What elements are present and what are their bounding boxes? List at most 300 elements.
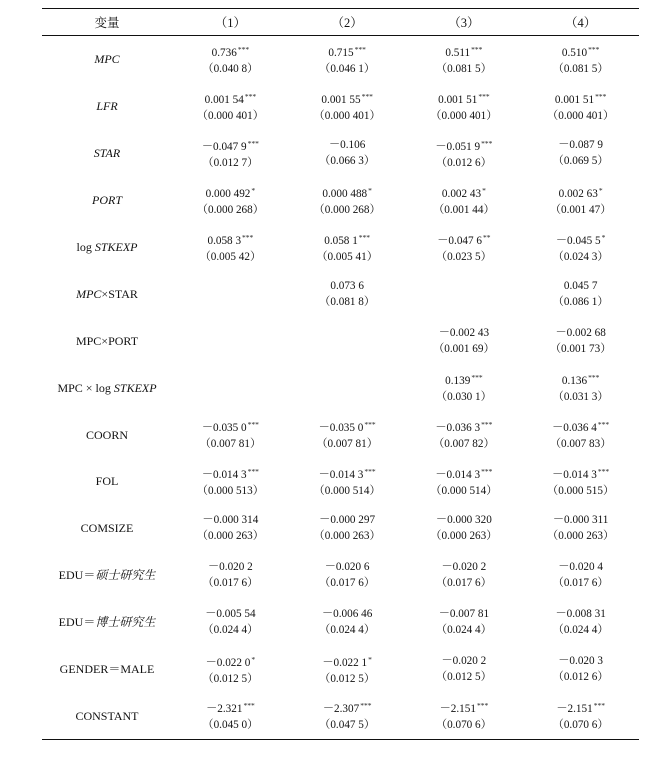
coefficient-cell (522, 36, 639, 83)
coefficient-value: －2.321 (206, 703, 243, 716)
variable-label-part: 硕士研究生 (95, 568, 156, 583)
coefficient-value: －2.151 (556, 703, 593, 716)
significance-stars: *** (364, 466, 376, 476)
variable-label-part: STKEXP (113, 380, 157, 395)
standard-error: （0.040 8） (202, 62, 259, 75)
coefficient-cell (289, 270, 406, 317)
coefficient (289, 42, 406, 61)
coefficient-cell (172, 83, 289, 130)
coefficient-value: 0.058 3 (207, 234, 242, 247)
coefficient-value: 0.136 (561, 375, 588, 388)
coefficient-value: －0.020 2 (207, 561, 253, 574)
coefficient-value: 0.511 (445, 46, 471, 59)
standard-error: （0.000 401） (313, 109, 381, 122)
significance-stars: * (598, 185, 603, 195)
coefficient-cell (522, 646, 639, 693)
table-row (42, 177, 639, 224)
table-row (42, 130, 639, 177)
standard-error: （0.047 5） (319, 719, 376, 732)
significance-stars: *** (247, 420, 259, 430)
significance-stars: *** (471, 44, 483, 54)
standard-error: （0.024 3） (552, 250, 609, 263)
coefficient (289, 698, 406, 717)
coefficient (522, 278, 639, 294)
coefficient (289, 559, 406, 575)
significance-stars: * (251, 654, 256, 664)
standard-error: （0.007 82） (433, 438, 495, 451)
header-model-1: （1） (214, 16, 246, 30)
variable-label-part: CONSTANT (75, 708, 139, 723)
table-header-row (42, 9, 639, 36)
coefficient (172, 464, 289, 483)
standard-error: （0.000 513） (196, 484, 264, 497)
coefficient-cell (172, 458, 289, 505)
standard-error: （0.000 514） (313, 484, 381, 497)
coefficient (522, 183, 639, 202)
coefficient-cell (406, 646, 523, 693)
coefficient-cell (522, 692, 639, 739)
standard-error: （0.000 401） (196, 109, 264, 122)
standard-error: （0.031 3） (552, 391, 609, 404)
coefficient-cell (289, 317, 406, 364)
significance-stars: *** (595, 91, 607, 101)
coefficient (289, 652, 406, 671)
coefficient-cell (406, 599, 523, 646)
coefficient (289, 89, 406, 108)
coefficient (289, 512, 406, 528)
coefficient-value: 0.001 54 (204, 93, 244, 106)
coefficient-value: －0.014 3 (318, 468, 364, 481)
significance-stars: *** (481, 420, 493, 430)
coefficient-cell (172, 317, 289, 364)
variable-label-part: MPC×PORT (75, 333, 139, 348)
variable-label-part: COORN (85, 427, 128, 442)
coefficient (406, 183, 523, 202)
coefficient (406, 89, 523, 108)
coefficient (406, 512, 523, 528)
variable-label-part: 博士研究生 (95, 615, 156, 630)
significance-stars: *** (476, 701, 489, 711)
coefficient (172, 512, 289, 528)
coefficient-cell (172, 505, 289, 552)
coefficient-cell (522, 130, 639, 177)
coefficient-value: －0.020 6 (324, 561, 370, 574)
coefficient-value: 0.073 6 (330, 279, 364, 292)
coefficient-value: －0.022 0 (205, 656, 251, 669)
coefficient (522, 370, 639, 389)
coefficient-cell (406, 364, 523, 411)
table-row (42, 646, 639, 693)
coefficient (406, 653, 523, 669)
standard-error: （0.005 41） (316, 250, 378, 263)
coefficient-value: 0.715 (328, 46, 354, 59)
significance-stars: *** (588, 373, 600, 383)
variable-label-part: PORT (92, 193, 122, 208)
standard-error: （0.000 401） (547, 109, 615, 122)
table-body (42, 36, 639, 740)
standard-error: （0.000 401） (430, 109, 498, 122)
standard-error: （0.024 4） (319, 624, 376, 637)
coefficient (406, 42, 523, 61)
standard-error: （0.024 4） (435, 624, 492, 637)
variable-label (42, 552, 172, 599)
standard-error: （0.081 5） (552, 62, 609, 75)
standard-error: （0.001 47） (549, 203, 612, 216)
standard-error: （0.012 5） (319, 672, 376, 685)
standard-error: （0.007 81） (199, 438, 262, 451)
variable-label (42, 505, 172, 552)
coefficient-cell (289, 552, 406, 599)
significance-stars: *** (597, 420, 610, 430)
coefficient-value: －0.087 9 (558, 139, 603, 152)
header-variable: 变量 (94, 16, 120, 30)
coefficient (289, 417, 406, 436)
table-row (42, 83, 639, 130)
coefficient-cell (406, 317, 523, 364)
variable-label (42, 177, 172, 224)
standard-error: （0.086 1） (552, 295, 609, 308)
variable-label-part: MPC × log (57, 380, 114, 395)
coefficient-cell (289, 411, 406, 458)
coefficient-value: －0.002 43 (438, 326, 490, 339)
coefficient-cell (172, 411, 289, 458)
variable-label-part: GENDER＝MALE (59, 662, 155, 677)
standard-error: （0.024 4） (552, 624, 609, 637)
coefficient (406, 464, 523, 483)
coefficient (289, 278, 406, 294)
coefficient (406, 606, 523, 622)
significance-stars: *** (588, 44, 600, 54)
table-row (42, 458, 639, 505)
significance-stars: *** (244, 91, 257, 101)
coefficient-value: －0.035 0 (318, 422, 364, 435)
coefficient-value: 0.058 1 (324, 234, 358, 247)
coefficient-cell (522, 599, 639, 646)
coefficient-cell (522, 505, 639, 552)
standard-error: （0.000 263） (430, 530, 498, 543)
coefficient (406, 136, 523, 155)
coefficient-cell (522, 552, 639, 599)
coefficient (172, 606, 289, 622)
coefficient-cell (406, 552, 523, 599)
coefficient-cell (406, 270, 523, 317)
coefficient-cell (172, 599, 289, 646)
coefficient-value: 0.139 (445, 375, 471, 388)
coefficient-cell (406, 505, 523, 552)
standard-error: （0.024 4） (202, 624, 259, 637)
coefficient-cell (406, 692, 523, 739)
significance-stars: *** (597, 466, 610, 476)
coefficient-value: 0.000 488 (322, 187, 368, 200)
coefficient-value: 0.000 492 (205, 187, 251, 200)
coefficient-value: 0.736 (211, 46, 237, 59)
coefficient (172, 417, 289, 436)
coefficient-value: －0.047 9 (201, 140, 247, 153)
standard-error: （0.070 6） (435, 719, 492, 732)
table-row (42, 317, 639, 364)
table-row (42, 505, 639, 552)
standard-error: （0.070 6） (552, 719, 609, 732)
coefficient-value: －0.000 314 (202, 514, 259, 527)
coefficient (522, 417, 639, 436)
coefficient (522, 606, 639, 622)
coefficient (522, 559, 639, 575)
coefficient (522, 42, 639, 61)
standard-error: （0.000 268） (196, 203, 264, 216)
table-row (42, 270, 639, 317)
significance-stars: *** (242, 232, 254, 242)
coefficient-cell (172, 224, 289, 271)
standard-error: （0.017 6） (435, 577, 492, 590)
coefficient-cell (172, 177, 289, 224)
coefficient (289, 137, 406, 153)
coefficient-value: －0.022 1 (322, 656, 368, 669)
standard-error: （0.000 268） (313, 203, 381, 216)
coefficient (289, 183, 406, 202)
standard-error: （0.001 44） (433, 203, 495, 216)
coefficient (522, 325, 639, 341)
coefficient (172, 136, 289, 155)
standard-error: （0.012 6） (552, 671, 609, 684)
coefficient-value: 0.001 55 (321, 93, 361, 106)
coefficient (172, 42, 289, 61)
variable-label (42, 646, 172, 693)
standard-error: （0.045 0） (202, 719, 259, 732)
coefficient-cell (289, 505, 406, 552)
coefficient-cell (172, 130, 289, 177)
coefficient-value: 0.001 51 (438, 93, 478, 106)
table-row (42, 364, 639, 411)
coefficient-value: －2.151 (439, 703, 476, 716)
coefficient-cell (289, 177, 406, 224)
significance-stars: *** (478, 91, 490, 101)
coefficient (406, 417, 523, 436)
coefficient-cell (522, 364, 639, 411)
standard-error: （0.081 8） (319, 295, 376, 308)
coefficient-value: －0.005 54 (205, 608, 256, 621)
coefficient-cell (289, 364, 406, 411)
table-row (42, 599, 639, 646)
table-row (42, 692, 639, 739)
coefficient-value: 0.001 51 (554, 93, 595, 106)
coefficient-value: －2.307 (322, 703, 360, 716)
coefficient-value: －0.020 2 (441, 561, 487, 574)
standard-error: （0.012 7） (202, 156, 259, 169)
standard-error: （0.012 5） (202, 672, 259, 685)
significance-stars: *** (237, 44, 250, 54)
variable-label (42, 36, 172, 83)
variable-label-part: COMSIZE (80, 521, 134, 536)
coefficient-value: －0.000 297 (319, 514, 376, 527)
header-model-4: （4） (564, 16, 597, 30)
coefficient-value: －0.047 6 (437, 234, 482, 247)
coefficient-cell (172, 552, 289, 599)
coefficient-cell (522, 270, 639, 317)
coefficient (522, 230, 639, 249)
regression-table (42, 8, 639, 740)
coefficient-cell (522, 458, 639, 505)
standard-error: （0.000 263） (196, 530, 264, 543)
standard-error: （0.023 5） (435, 250, 492, 263)
coefficient-value: －0.008 31 (555, 608, 606, 621)
standard-error: （0.000 263） (547, 530, 615, 543)
coefficient-value: －0.036 4 (552, 422, 597, 435)
coefficient-value: －0.051 9 (435, 140, 481, 153)
standard-error: （0.069 5） (552, 155, 609, 168)
coefficient-cell (172, 36, 289, 83)
significance-stars: *** (354, 44, 366, 54)
standard-error: （0.007 81） (316, 438, 378, 451)
standard-error: （0.017 6） (552, 577, 609, 590)
coefficient-value: 0.002 63 (558, 187, 598, 200)
coefficient-value: －0.014 3 (435, 468, 481, 481)
variable-label (42, 411, 172, 458)
coefficient (406, 325, 523, 341)
coefficient-value: －0.014 3 (201, 468, 247, 481)
coefficient (522, 89, 639, 108)
coefficient (172, 652, 289, 671)
coefficient (406, 698, 523, 717)
standard-error: （0.012 6） (435, 156, 492, 169)
standard-error: （0.000 515） (547, 484, 615, 497)
coefficient-value: －0.036 3 (435, 422, 481, 435)
significance-stars: *** (247, 466, 259, 476)
variable-label-part: EDU＝ (58, 615, 96, 630)
coefficient-value: 0.002 43 (441, 187, 482, 200)
table-row (42, 36, 639, 83)
significance-stars: *** (364, 420, 376, 430)
significance-stars: *** (247, 138, 259, 148)
coefficient-value: －0.020 4 (558, 561, 603, 574)
variable-label-part: STAR (93, 146, 121, 161)
coefficient-value: －0.035 0 (201, 422, 247, 435)
variable-label (42, 130, 172, 177)
coefficient-value: －0.045 5 (555, 234, 601, 247)
coefficient (289, 464, 406, 483)
standard-error: （0.000 514） (430, 484, 498, 497)
standard-error: （0.081 5） (435, 62, 492, 75)
coefficient-cell (406, 224, 523, 271)
coefficient-value: －0.006 46 (321, 608, 373, 621)
standard-error: （0.012 5） (435, 671, 492, 684)
table-row (42, 411, 639, 458)
coefficient (172, 89, 289, 108)
variable-label-part: LFR (96, 99, 118, 114)
variable-label-part: log (76, 240, 95, 254)
variable-label (42, 270, 172, 317)
coefficient (522, 137, 639, 153)
table-row (42, 552, 639, 599)
coefficient-cell (406, 83, 523, 130)
coefficient-value: －0.020 3 (558, 655, 603, 668)
standard-error: （0.046 1） (319, 62, 376, 75)
coefficient-value: －0.106 (328, 139, 366, 152)
coefficient-cell (406, 458, 523, 505)
coefficient-cell (289, 130, 406, 177)
coefficient-cell (406, 411, 523, 458)
coefficient-cell (406, 130, 523, 177)
standard-error: （0.005 42） (199, 250, 262, 263)
coefficient (406, 559, 523, 575)
coefficient-cell (172, 692, 289, 739)
coefficient (289, 606, 406, 622)
variable-label (42, 364, 172, 411)
significance-stars: *** (358, 232, 371, 242)
coefficient-cell (522, 177, 639, 224)
coefficient (172, 559, 289, 575)
coefficient-cell (289, 458, 406, 505)
coefficient-value: －0.002 68 (555, 326, 606, 339)
coefficient (172, 183, 289, 202)
standard-error: （0.000 263） (313, 530, 381, 543)
coefficient-cell (289, 224, 406, 271)
coefficient-cell (289, 599, 406, 646)
variable-label-part: MPC (94, 52, 120, 67)
coefficient (522, 464, 639, 483)
standard-error: （0.001 69） (433, 342, 495, 355)
variable-label (42, 224, 172, 271)
header-model-2: （2） (331, 16, 363, 30)
significance-stars: * (482, 185, 486, 195)
coefficient-value: －0.000 311 (552, 514, 609, 527)
variable-label-part: EDU＝ (58, 568, 96, 583)
variable-label-part: MPC (76, 286, 102, 301)
coefficient-value: －0.007 81 (438, 608, 490, 621)
variable-label (42, 458, 172, 505)
coefficient-cell (172, 364, 289, 411)
significance-stars: *** (481, 466, 493, 476)
coefficient (406, 370, 523, 389)
coefficient-cell (172, 270, 289, 317)
coefficient-value: 0.045 7 (563, 279, 598, 292)
coefficient (172, 230, 289, 249)
standard-error: （0.030 1） (435, 391, 492, 404)
coefficient (522, 698, 639, 717)
standard-error: （0.007 83） (549, 438, 612, 451)
standard-error: （0.001 73） (549, 342, 612, 355)
coefficient-cell (406, 177, 523, 224)
significance-stars: *** (593, 701, 605, 711)
coefficient-cell (522, 224, 639, 271)
significance-stars: * (251, 185, 256, 195)
table-row (42, 224, 639, 271)
significance-stars: *** (481, 138, 493, 148)
significance-stars: *** (243, 701, 255, 711)
variable-label-part: ×STAR (101, 286, 138, 301)
coefficient-cell (406, 36, 523, 83)
significance-stars: * (601, 232, 606, 242)
variable-label-part: STKEXP (94, 240, 138, 254)
variable-label-part: FOL (95, 474, 119, 489)
coefficient (522, 512, 639, 528)
variable-label (42, 83, 172, 130)
standard-error: （0.017 6） (319, 577, 376, 590)
significance-stars: ** (483, 232, 491, 242)
standard-error: （0.066 3） (319, 155, 376, 168)
regression-table-container (42, 8, 639, 740)
coefficient (289, 230, 406, 249)
coefficient-cell (522, 317, 639, 364)
coefficient-cell (289, 692, 406, 739)
header-model-3: （3） (448, 16, 480, 30)
significance-stars: *** (361, 91, 373, 101)
standard-error: （0.017 6） (202, 577, 259, 590)
coefficient (172, 698, 289, 717)
coefficient-value: 0.510 (561, 46, 588, 59)
coefficient-value: －0.014 3 (552, 468, 597, 481)
coefficient-cell (172, 646, 289, 693)
significance-stars: *** (471, 373, 483, 383)
